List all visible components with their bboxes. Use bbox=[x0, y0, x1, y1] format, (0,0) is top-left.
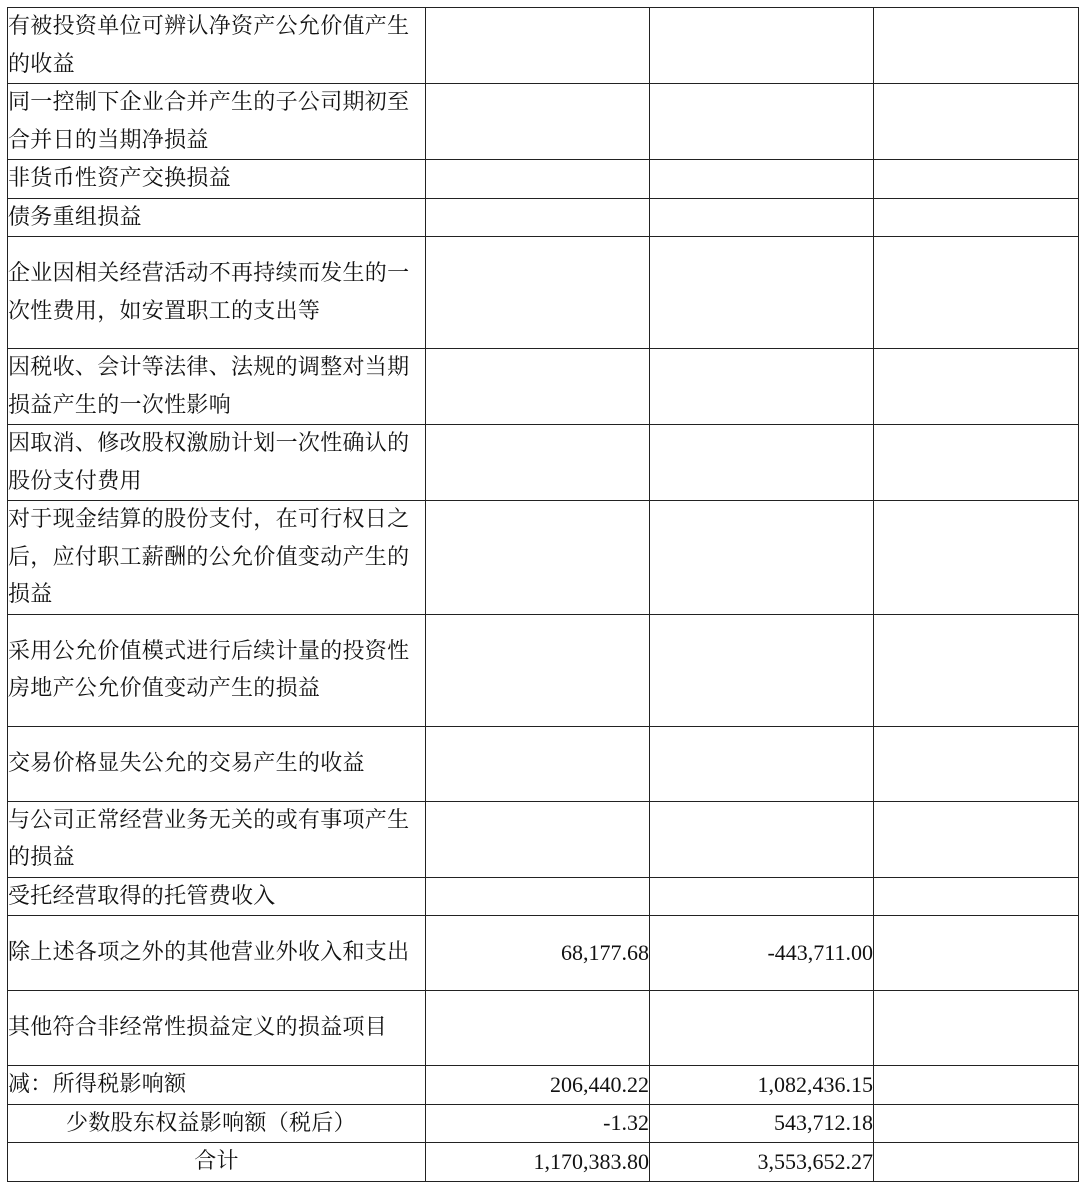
row-value-current bbox=[426, 877, 650, 916]
row-label: 对于现金结算的股份支付，在可行权日之后，应付职工薪酬的公允价值变动产生的损益 bbox=[8, 501, 426, 615]
row-label: 受托经营取得的托管费收入 bbox=[8, 877, 426, 916]
row-label: 与公司正常经营业务无关的或有事项产生的损益 bbox=[8, 801, 426, 877]
row-label: 同一控制下企业合并产生的子公司期初至合并日的当期净损益 bbox=[8, 84, 426, 160]
row-value-current bbox=[426, 8, 650, 84]
row-value-current bbox=[426, 237, 650, 349]
total-label: 合计 bbox=[8, 1143, 426, 1182]
row-label: 减：所得税影响额 bbox=[8, 1066, 426, 1105]
table-row bbox=[8, 8, 1079, 84]
row-label: 债务重组损益 bbox=[8, 198, 426, 237]
total-value-prior: 3,553,652.27 bbox=[650, 1143, 874, 1182]
row-value-note bbox=[874, 237, 1079, 349]
table-row bbox=[8, 916, 1079, 991]
row-value-prior bbox=[650, 160, 874, 199]
row-value-note bbox=[874, 198, 1079, 237]
row-value-note bbox=[874, 991, 1079, 1066]
row-value-note bbox=[874, 801, 1079, 877]
row-value-note bbox=[874, 425, 1079, 501]
row-label: 其他符合非经常性损益定义的损益项目 bbox=[8, 991, 426, 1066]
row-value-current: 68,177.68 bbox=[426, 916, 650, 991]
table-row bbox=[8, 801, 1079, 877]
row-label: 少数股东权益影响额（税后） bbox=[8, 1104, 426, 1143]
table-row bbox=[8, 991, 1079, 1066]
row-label: 企业因相关经营活动不再持续而发生的一次性费用，如安置职工的支出等 bbox=[8, 237, 426, 349]
table-row bbox=[8, 198, 1079, 237]
row-value-note bbox=[874, 614, 1079, 726]
row-value-current bbox=[426, 501, 650, 615]
row-value-prior bbox=[650, 501, 874, 615]
table-row-total bbox=[8, 1143, 1079, 1182]
row-label: 因税收、会计等法律、法规的调整对当期损益产生的一次性影响 bbox=[8, 349, 426, 425]
row-value-prior bbox=[650, 237, 874, 349]
table-row bbox=[8, 501, 1079, 615]
row-value-note bbox=[874, 349, 1079, 425]
table-row bbox=[8, 84, 1079, 160]
row-value-prior bbox=[650, 726, 874, 801]
non-recurring-gains-losses-table bbox=[7, 7, 1079, 1182]
row-value-prior bbox=[650, 349, 874, 425]
row-value-prior: -443,711.00 bbox=[650, 916, 874, 991]
total-value-current: 1,170,383.80 bbox=[426, 1143, 650, 1182]
row-value-note bbox=[874, 160, 1079, 199]
row-value-prior bbox=[650, 991, 874, 1066]
row-value-prior bbox=[650, 801, 874, 877]
row-value-note bbox=[874, 726, 1079, 801]
row-label: 非货币性资产交换损益 bbox=[8, 160, 426, 199]
table-row bbox=[8, 1104, 1079, 1143]
row-value-current bbox=[426, 84, 650, 160]
row-label: 因取消、修改股权激励计划一次性确认的股份支付费用 bbox=[8, 425, 426, 501]
table-row bbox=[8, 877, 1079, 916]
row-value-prior bbox=[650, 8, 874, 84]
row-value-note bbox=[874, 1066, 1079, 1105]
row-value-current bbox=[426, 160, 650, 199]
row-value-current bbox=[426, 801, 650, 877]
table-row bbox=[8, 726, 1079, 801]
table-row bbox=[8, 614, 1079, 726]
row-value-current bbox=[426, 991, 650, 1066]
row-value-note bbox=[874, 501, 1079, 615]
table-row bbox=[8, 237, 1079, 349]
table-row bbox=[8, 160, 1079, 199]
row-value-current: 206,440.22 bbox=[426, 1066, 650, 1105]
row-value-current bbox=[426, 726, 650, 801]
row-value-note bbox=[874, 1104, 1079, 1143]
row-label: 交易价格显失公允的交易产生的收益 bbox=[8, 726, 426, 801]
row-value-prior: 543,712.18 bbox=[650, 1104, 874, 1143]
row-label: 有被投资单位可辨认净资产公允价值产生的收益 bbox=[8, 8, 426, 84]
row-value-prior bbox=[650, 425, 874, 501]
row-value-current bbox=[426, 614, 650, 726]
table-row bbox=[8, 1066, 1079, 1105]
row-value-note bbox=[874, 877, 1079, 916]
row-value-note bbox=[874, 916, 1079, 991]
row-value-prior bbox=[650, 198, 874, 237]
row-value-current: -1.32 bbox=[426, 1104, 650, 1143]
row-value-prior: 1,082,436.15 bbox=[650, 1066, 874, 1105]
row-value-note bbox=[874, 8, 1079, 84]
table-row bbox=[8, 425, 1079, 501]
row-label: 除上述各项之外的其他营业外收入和支出 bbox=[8, 916, 426, 991]
row-label: 采用公允价值模式进行后续计量的投资性房地产公允价值变动产生的损益 bbox=[8, 614, 426, 726]
row-value-current bbox=[426, 425, 650, 501]
row-value-note bbox=[874, 84, 1079, 160]
row-value-current bbox=[426, 198, 650, 237]
table-row bbox=[8, 349, 1079, 425]
total-value-note bbox=[874, 1143, 1079, 1182]
row-value-current bbox=[426, 349, 650, 425]
row-value-prior bbox=[650, 614, 874, 726]
row-value-prior bbox=[650, 84, 874, 160]
row-value-prior bbox=[650, 877, 874, 916]
